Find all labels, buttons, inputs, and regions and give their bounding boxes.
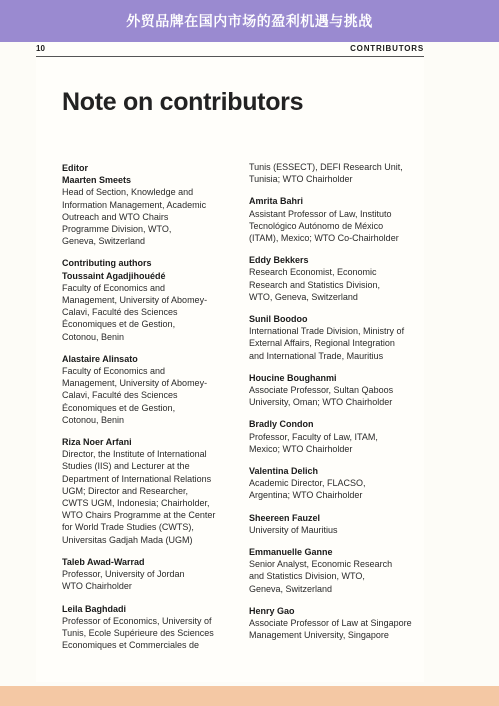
contributor-affiliation-line: International Trade Division, Ministry of bbox=[249, 326, 405, 337]
contributor-affiliation-line: University of Mauritius bbox=[249, 524, 338, 535]
contributor-affiliation-line: for World Trade Studies (CWTS), bbox=[62, 522, 194, 533]
contributor-affiliation-line: CWTS UGM, Indonesia; Chairholder, bbox=[62, 498, 210, 509]
contributor-name: Houcine Boughanmi bbox=[249, 372, 337, 383]
contributor-entry bbox=[249, 512, 427, 536]
running-title: CONTRIBUTORS bbox=[350, 44, 424, 53]
contributor-entry bbox=[249, 254, 427, 303]
contributor-name: Bradly Condon bbox=[249, 419, 314, 430]
footer-strip bbox=[0, 686, 499, 706]
contributor-affiliation-line: Tunisia; WTO Chairholder bbox=[249, 174, 353, 185]
contributor-name: Taleb Awad-Warrad bbox=[62, 556, 145, 567]
contributor-entry bbox=[62, 556, 240, 593]
contributor-entry bbox=[249, 605, 427, 642]
contributor-name: Eddy Bekkers bbox=[249, 255, 309, 266]
contributor-affiliation-line: External Affairs, Regional Integration bbox=[249, 338, 395, 349]
contributor-affiliation-line: Argentina; WTO Chairholder bbox=[249, 490, 363, 501]
contributor-affiliation-line: Programme Division, WTO, bbox=[62, 224, 172, 235]
contributor-affiliation-line: Senior Analyst, Economic Research bbox=[249, 559, 393, 570]
contributor-affiliation-line: Calavi, Faculté des Sciences bbox=[62, 307, 178, 318]
contributor-affiliation-line: Studies (IIS) and Lecturer at the bbox=[62, 461, 190, 472]
contributor-name: Henry Gao bbox=[249, 605, 295, 616]
contributor-entry bbox=[249, 195, 427, 244]
contributor-affiliation-line: Information Management, Academic bbox=[62, 199, 207, 210]
contributor-affiliation-line: Research and Statistics Division, bbox=[249, 279, 381, 290]
contributor-name: Riza Noer Arfani bbox=[62, 437, 132, 448]
contributor-entry bbox=[62, 257, 240, 342]
contributor-entry bbox=[249, 546, 427, 595]
page-title: Note on contributors bbox=[62, 88, 304, 116]
contributor-affiliation-line: and Statistics Division, WTO, bbox=[249, 571, 365, 582]
document-page bbox=[36, 42, 424, 682]
contributor-name: Sheereen Fauzel bbox=[249, 512, 321, 523]
left-column bbox=[62, 162, 240, 661]
contributor-affiliation-line: Department of International Relations bbox=[62, 473, 212, 484]
contributor-entry bbox=[62, 353, 240, 426]
contributor-name: Maarten Smeets bbox=[62, 175, 132, 186]
section-heading: Editor bbox=[62, 163, 88, 173]
contributor-affiliation-line: Professor, Faculty of Law, ITAM, bbox=[249, 431, 378, 442]
contributor-affiliation-line: Assistant Professor of Law, Instituto bbox=[249, 208, 392, 219]
contributor-affiliation-line: Tunis, Ecole Supérieure des Sciences bbox=[62, 627, 214, 638]
contributor-name: Toussaint Agadjihouédé bbox=[62, 270, 166, 281]
contributor-name: Valentina Delich bbox=[249, 466, 319, 477]
running-head bbox=[36, 42, 424, 57]
contributor-affiliation-line: Head of Section, Knowledge and bbox=[62, 187, 194, 198]
contributor-affiliation-line: Economiques et Commerciales de bbox=[62, 640, 200, 651]
contributor-affiliation-line: Professor, University of Jordan bbox=[62, 569, 185, 580]
section-heading: Contributing authors bbox=[62, 258, 152, 269]
contributor-entry bbox=[249, 418, 427, 455]
contributor-affiliation-line: Academic Director, FLACSO, bbox=[249, 478, 366, 489]
contributor-affiliation-line: Faculty of Economics and bbox=[62, 282, 166, 293]
contributor-name: Amrita Bahri bbox=[249, 196, 304, 207]
contributor-affiliation-line: Économiques et de Gestion, bbox=[62, 319, 176, 330]
contributor-affiliation-line: Universitas Gadjah Mada (UGM) bbox=[62, 534, 193, 545]
contributor-affiliation-line: Économiques et de Gestion, bbox=[62, 402, 176, 413]
contributor-affiliation-line: University, Oman; WTO Chairholder bbox=[249, 397, 393, 408]
contributor-affiliation-line: Management, University of Abomey- bbox=[62, 378, 208, 389]
contributor-affiliation-line: Professor of Economics, University of bbox=[62, 615, 212, 626]
contributor-affiliation-line: UGM; Director and Researcher, bbox=[62, 485, 189, 496]
contributor-affiliation-line: WTO Chairs Programme at the Center bbox=[62, 510, 216, 521]
contributor-name: Alastaire Alinsato bbox=[62, 353, 138, 364]
contributor-entry bbox=[62, 603, 240, 652]
top-banner bbox=[0, 0, 499, 42]
contributor-affiliation-line: Geneva, Switzerland bbox=[249, 583, 333, 594]
contributor-name: Emmanuelle Ganne bbox=[249, 547, 333, 558]
contributor-affiliation-line: Cotonou, Benin bbox=[62, 331, 125, 342]
contributor-affiliation-line: Associate Professor, Sultan Qaboos bbox=[249, 385, 394, 396]
contributor-entry bbox=[249, 372, 427, 409]
contributor-affiliation-line: Tunis (ESSECT), DEFI Research Unit, bbox=[249, 162, 403, 172]
page-number: 10 bbox=[36, 44, 45, 53]
contributor-affiliation-line: Calavi, Faculté des Sciences bbox=[62, 390, 178, 401]
contributor-affiliation-line: Tecnológico Autónomo de México bbox=[249, 220, 384, 231]
contributor-affiliation-line: WTO, Geneva, Switzerland bbox=[249, 291, 358, 302]
banner-title: 外贸品牌在国内市场的盈利机遇与挑战 bbox=[126, 14, 373, 30]
contributor-entry bbox=[249, 161, 427, 185]
contributor-entry bbox=[62, 436, 240, 546]
contributor-entry bbox=[249, 465, 427, 502]
contributor-affiliation-line: Associate Professor of Law at Singapore bbox=[249, 618, 412, 629]
right-column bbox=[249, 161, 427, 652]
contributor-affiliation-line: Outreach and WTO Chairs bbox=[62, 211, 169, 222]
contributor-affiliation-line: Mexico; WTO Chairholder bbox=[249, 443, 353, 454]
contributor-entry bbox=[249, 313, 427, 362]
contributor-affiliation-line: Research Economist, Economic bbox=[249, 267, 377, 278]
contributor-affiliation-line: Management, University of Abomey- bbox=[62, 295, 208, 306]
contributor-affiliation-line: and International Trade, Mauritius bbox=[249, 350, 384, 361]
contributor-name: Leila Baghdadi bbox=[62, 603, 127, 614]
contributor-entry bbox=[62, 162, 240, 247]
contributor-affiliation-line: Faculty of Economics and bbox=[62, 366, 166, 377]
contributor-affiliation-line: Cotonou, Benin bbox=[62, 414, 125, 425]
contributor-name: Sunil Boodoo bbox=[249, 314, 308, 325]
contributor-affiliation-line: WTO Chairholder bbox=[62, 581, 132, 592]
contributor-affiliation-line: Geneva, Switzerland bbox=[62, 236, 146, 247]
contributor-affiliation-line: Director, the Institute of International bbox=[62, 449, 207, 460]
contributor-affiliation-line: (ITAM), Mexico; WTO Co-Chairholder bbox=[249, 233, 399, 244]
contributor-affiliation-line: Management University, Singapore bbox=[249, 630, 389, 641]
